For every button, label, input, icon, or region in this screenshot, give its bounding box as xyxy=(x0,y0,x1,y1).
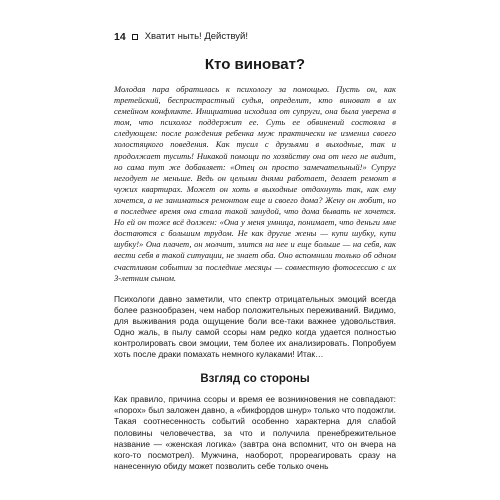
body-paragraph-2: Как правило, причина ссоры и время ее возникновения не совпадают: «порох» был заложен давно, а «бикфордов шнур» только что подожгли. Такая соотнесенность событий особенно характерна для слабой половины человечества, за что и получила пренебрежительное название — «женская логика» (завтра она вспомнит, что он вчера на кого-то посмотрел). Мужчина, наоборот, прореагировать сразу на нанесенную обиду может позволить себе только очень xyxy=(114,394,396,471)
page-number: 14 xyxy=(114,31,126,43)
book-title: Хватит ныть! Действуй! xyxy=(144,31,248,42)
running-header xyxy=(114,30,396,44)
book-page xyxy=(114,30,396,472)
body-paragraph-1: Психологи давно заметили, что спектр отрицательных эмоций всегда более разнообразен, чем набор положительных переживаний. Видимо, для выживания рода ощущение боли все-таки важнее удовольствия. Одно жаль, в пылу самой ссоры нам редко когда удается полностью контролировать свои эмоции, тем более их анализировать. Попробуем хоть после драки помахать немного кулаками! Итак… xyxy=(114,293,396,360)
section-title: Взгляд со стороны xyxy=(200,373,310,386)
chapter-title: Кто виноват? xyxy=(204,56,306,73)
square-bullet-icon xyxy=(132,34,138,40)
intro-paragraph: Молодая пара обратилась к психологу за помощью. Пусть он, как третейский, беспристрастный судья, определит, кто виноват в их семейном конфликте. Инициатива исходила от супруги, она была уверена в том, что психолог поддержит ее. Суть ее обвинений состояла в следующем: после рождения ребенка муж практически не изменил своего холостяцкого поведения. Как тусил с друзьями в выходные, так и продолжает тусить! Никакой помощи по хозяйству она от него не видит, но сама тут же добавляет: «Отец он просто замечательный!» Супруг негодует не меньше. Ведь он целыми днями работает, делает ремонт в чужих квартирах. Может он хоть в выходные отдохнуть так, как ему хочется, а не заниматься ремонтом еще и своего дома? Жену он любит, но в последнее время она стала такой занудой, что дома бывать не хочется. Но ей он тоже всё должен: «Она у меня умница, понимает, что деньги мне достаются с большим трудом. Не как другие жены — купи шубку, купи шубку!» Она плачет, он молчит, злится на нее и еще больше — на себя, как вести себя в такой ситуации, не знает оба. Оно вспомнили только об одном счастливом событии за последние месяцы — совместную фотосессию с их 3-летним сыном. xyxy=(114,84,396,283)
